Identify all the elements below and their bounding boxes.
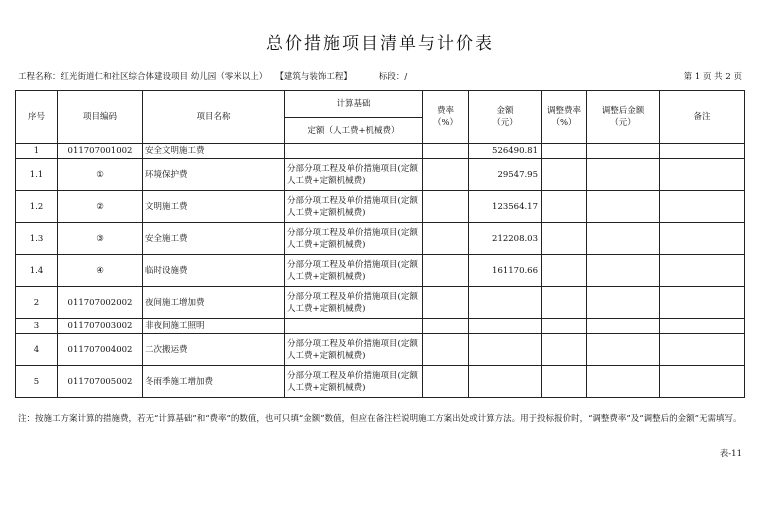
cell-seq: 1: [16, 144, 58, 159]
cell-code: 011707005002: [58, 366, 143, 398]
cell-seq: 1.4: [16, 255, 58, 287]
cell-amount: 212208.03: [469, 223, 542, 255]
form-number: 表-11: [719, 449, 742, 459]
header-basis: 计算基础: [285, 91, 423, 118]
cell-adj-rate: [542, 287, 587, 319]
header-code: 项目编码: [58, 91, 143, 144]
cell-adj-rate: [542, 223, 587, 255]
cell-basis: 分部分项工程及单价措施项目(定额人工费+定额机械费): [285, 366, 423, 398]
cell-amount: 123564.17: [469, 191, 542, 223]
cell-name: 文明施工费: [143, 191, 285, 223]
section-label: 标段：/: [378, 72, 408, 82]
cell-basis: 分部分项工程及单价措施项目(定额人工费+定额机械费): [285, 223, 423, 255]
cell-basis: 分部分项工程及单价措施项目(定额人工费+定额机械费): [285, 287, 423, 319]
cell-adj-rate: [542, 255, 587, 287]
cell-code: 011707002002: [58, 287, 143, 319]
cell-amount: [469, 319, 542, 334]
table-row: [16, 144, 745, 159]
cell-rate: [423, 334, 469, 366]
header-name: 项目名称: [143, 91, 285, 144]
cell-remark: [660, 255, 745, 287]
table-row: [16, 255, 745, 287]
cell-adj-amount: [587, 223, 660, 255]
cell-adj-rate: [542, 319, 587, 334]
cell-seq: 1.2: [16, 191, 58, 223]
table-row: [16, 334, 745, 366]
cell-basis: 分部分项工程及单价措施项目(定额人工费+定额机械费): [285, 255, 423, 287]
header-amount: [469, 91, 542, 144]
header-remark: 备注: [660, 91, 745, 144]
cell-name: 安全文明施工费: [143, 144, 285, 159]
cell-amount: [469, 287, 542, 319]
project-name: 工程名称：红光街道仁和社区综合体建设项目 幼儿园（零米以上）: [18, 72, 268, 82]
cell-seq: 4: [16, 334, 58, 366]
cell-remark: [660, 223, 745, 255]
cell-rate: [423, 159, 469, 191]
header-amount-unit: （元）: [492, 118, 518, 128]
header-rate: [423, 91, 469, 144]
cell-seq: 5: [16, 366, 58, 398]
cell-rate: [423, 287, 469, 319]
cell-amount: 161170.66: [469, 255, 542, 287]
cell-seq: 1.1: [16, 159, 58, 191]
header-basis-sub: 定额（人工费+机械费）: [285, 118, 423, 144]
cell-remark: [660, 191, 745, 223]
cell-rate: [423, 144, 469, 159]
cell-code: ④: [58, 255, 143, 287]
project-info: [18, 70, 407, 82]
table-row: [16, 159, 745, 191]
cell-seq: 2: [16, 287, 58, 319]
header-adj-rate-label: 调整费率: [546, 106, 581, 116]
cell-adj-amount: [587, 334, 660, 366]
table-body: [16, 144, 745, 398]
page-number: 第 1 页 共 2 页: [683, 72, 742, 82]
footnote: 注：按施工方案计算的措施费，若无“计算基础”和“费率”的数值，也可只填“金额”数值，但应在备注栏说明施工方案出处或计算方法。用于投标报价时，“调整费率”及“调整后的金额”无需填写。: [18, 414, 742, 424]
cell-basis: 分部分项工程及单价措施项目(定额人工费+定额机械费): [285, 334, 423, 366]
cell-seq: 1.3: [16, 223, 58, 255]
cell-amount: 29547.95: [469, 159, 542, 191]
cell-name: 非夜间施工照明: [143, 319, 285, 334]
cell-adj-rate: [542, 334, 587, 366]
cell-adj-amount: [587, 319, 660, 334]
cell-amount: [469, 366, 542, 398]
cell-remark: [660, 287, 745, 319]
cell-name: 环境保护费: [143, 159, 285, 191]
cell-amount: [469, 334, 542, 366]
cell-remark: [660, 366, 745, 398]
cell-rate: [423, 255, 469, 287]
cell-remark: [660, 144, 745, 159]
cell-adj-rate: [542, 144, 587, 159]
table-row: [16, 287, 745, 319]
cell-code: ③: [58, 223, 143, 255]
cell-seq: 3: [16, 319, 58, 334]
cell-adj-amount: [587, 366, 660, 398]
cell-adj-amount: [587, 287, 660, 319]
table-row: [16, 366, 745, 398]
header-adj-rate: [542, 91, 587, 144]
cell-name: 临时设施费: [143, 255, 285, 287]
cell-basis: 分部分项工程及单价措施项目(定额人工费+定额机械费): [285, 159, 423, 191]
header-adj-amount-unit: （元）: [610, 118, 636, 128]
header-adj-amount: [587, 91, 660, 144]
cell-rate: [423, 223, 469, 255]
cell-adj-rate: [542, 191, 587, 223]
header-adj-amount-label: 调整后金额: [601, 106, 645, 116]
cell-adj-amount: [587, 159, 660, 191]
table-row: [16, 319, 745, 334]
header-rate-label: 费率: [436, 106, 454, 116]
cell-rate: [423, 191, 469, 223]
measures-table: [15, 90, 745, 398]
cell-basis: [285, 144, 423, 159]
cell-name: 冬雨季施工增加费: [143, 366, 285, 398]
cell-adj-rate: [542, 159, 587, 191]
header-rate-unit: （%）: [432, 118, 459, 128]
cell-adj-amount: [587, 144, 660, 159]
cell-name: 安全施工费: [143, 223, 285, 255]
header-seq: 序号: [16, 91, 58, 144]
cell-basis: 分部分项工程及单价措施项目(定额人工费+定额机械费): [285, 191, 423, 223]
cell-code: ①: [58, 159, 143, 191]
table-row: [16, 223, 745, 255]
cell-name: 二次搬运费: [143, 334, 285, 366]
cell-rate: [423, 319, 469, 334]
cell-adj-rate: [542, 366, 587, 398]
cell-code: 011707001002: [58, 144, 143, 159]
cell-code: 011707003002: [58, 319, 143, 334]
table-row: [16, 191, 745, 223]
cell-adj-amount: [587, 255, 660, 287]
cell-code: 011707004002: [58, 334, 143, 366]
cell-basis: [285, 319, 423, 334]
cell-rate: [423, 366, 469, 398]
cell-amount: 526490.81: [469, 144, 542, 159]
project-scope: 【建筑与装饰工程】: [275, 72, 352, 82]
cell-remark: [660, 159, 745, 191]
cell-remark: [660, 334, 745, 366]
cell-code: ②: [58, 191, 143, 223]
header-adj-rate-unit: （%）: [551, 118, 577, 128]
cell-remark: [660, 319, 745, 334]
header-amount-label: 金额: [496, 106, 514, 116]
cell-adj-amount: [587, 191, 660, 223]
cell-name: 夜间施工增加费: [143, 287, 285, 319]
page-title: 总价措施项目清单与计价表: [266, 34, 494, 54]
